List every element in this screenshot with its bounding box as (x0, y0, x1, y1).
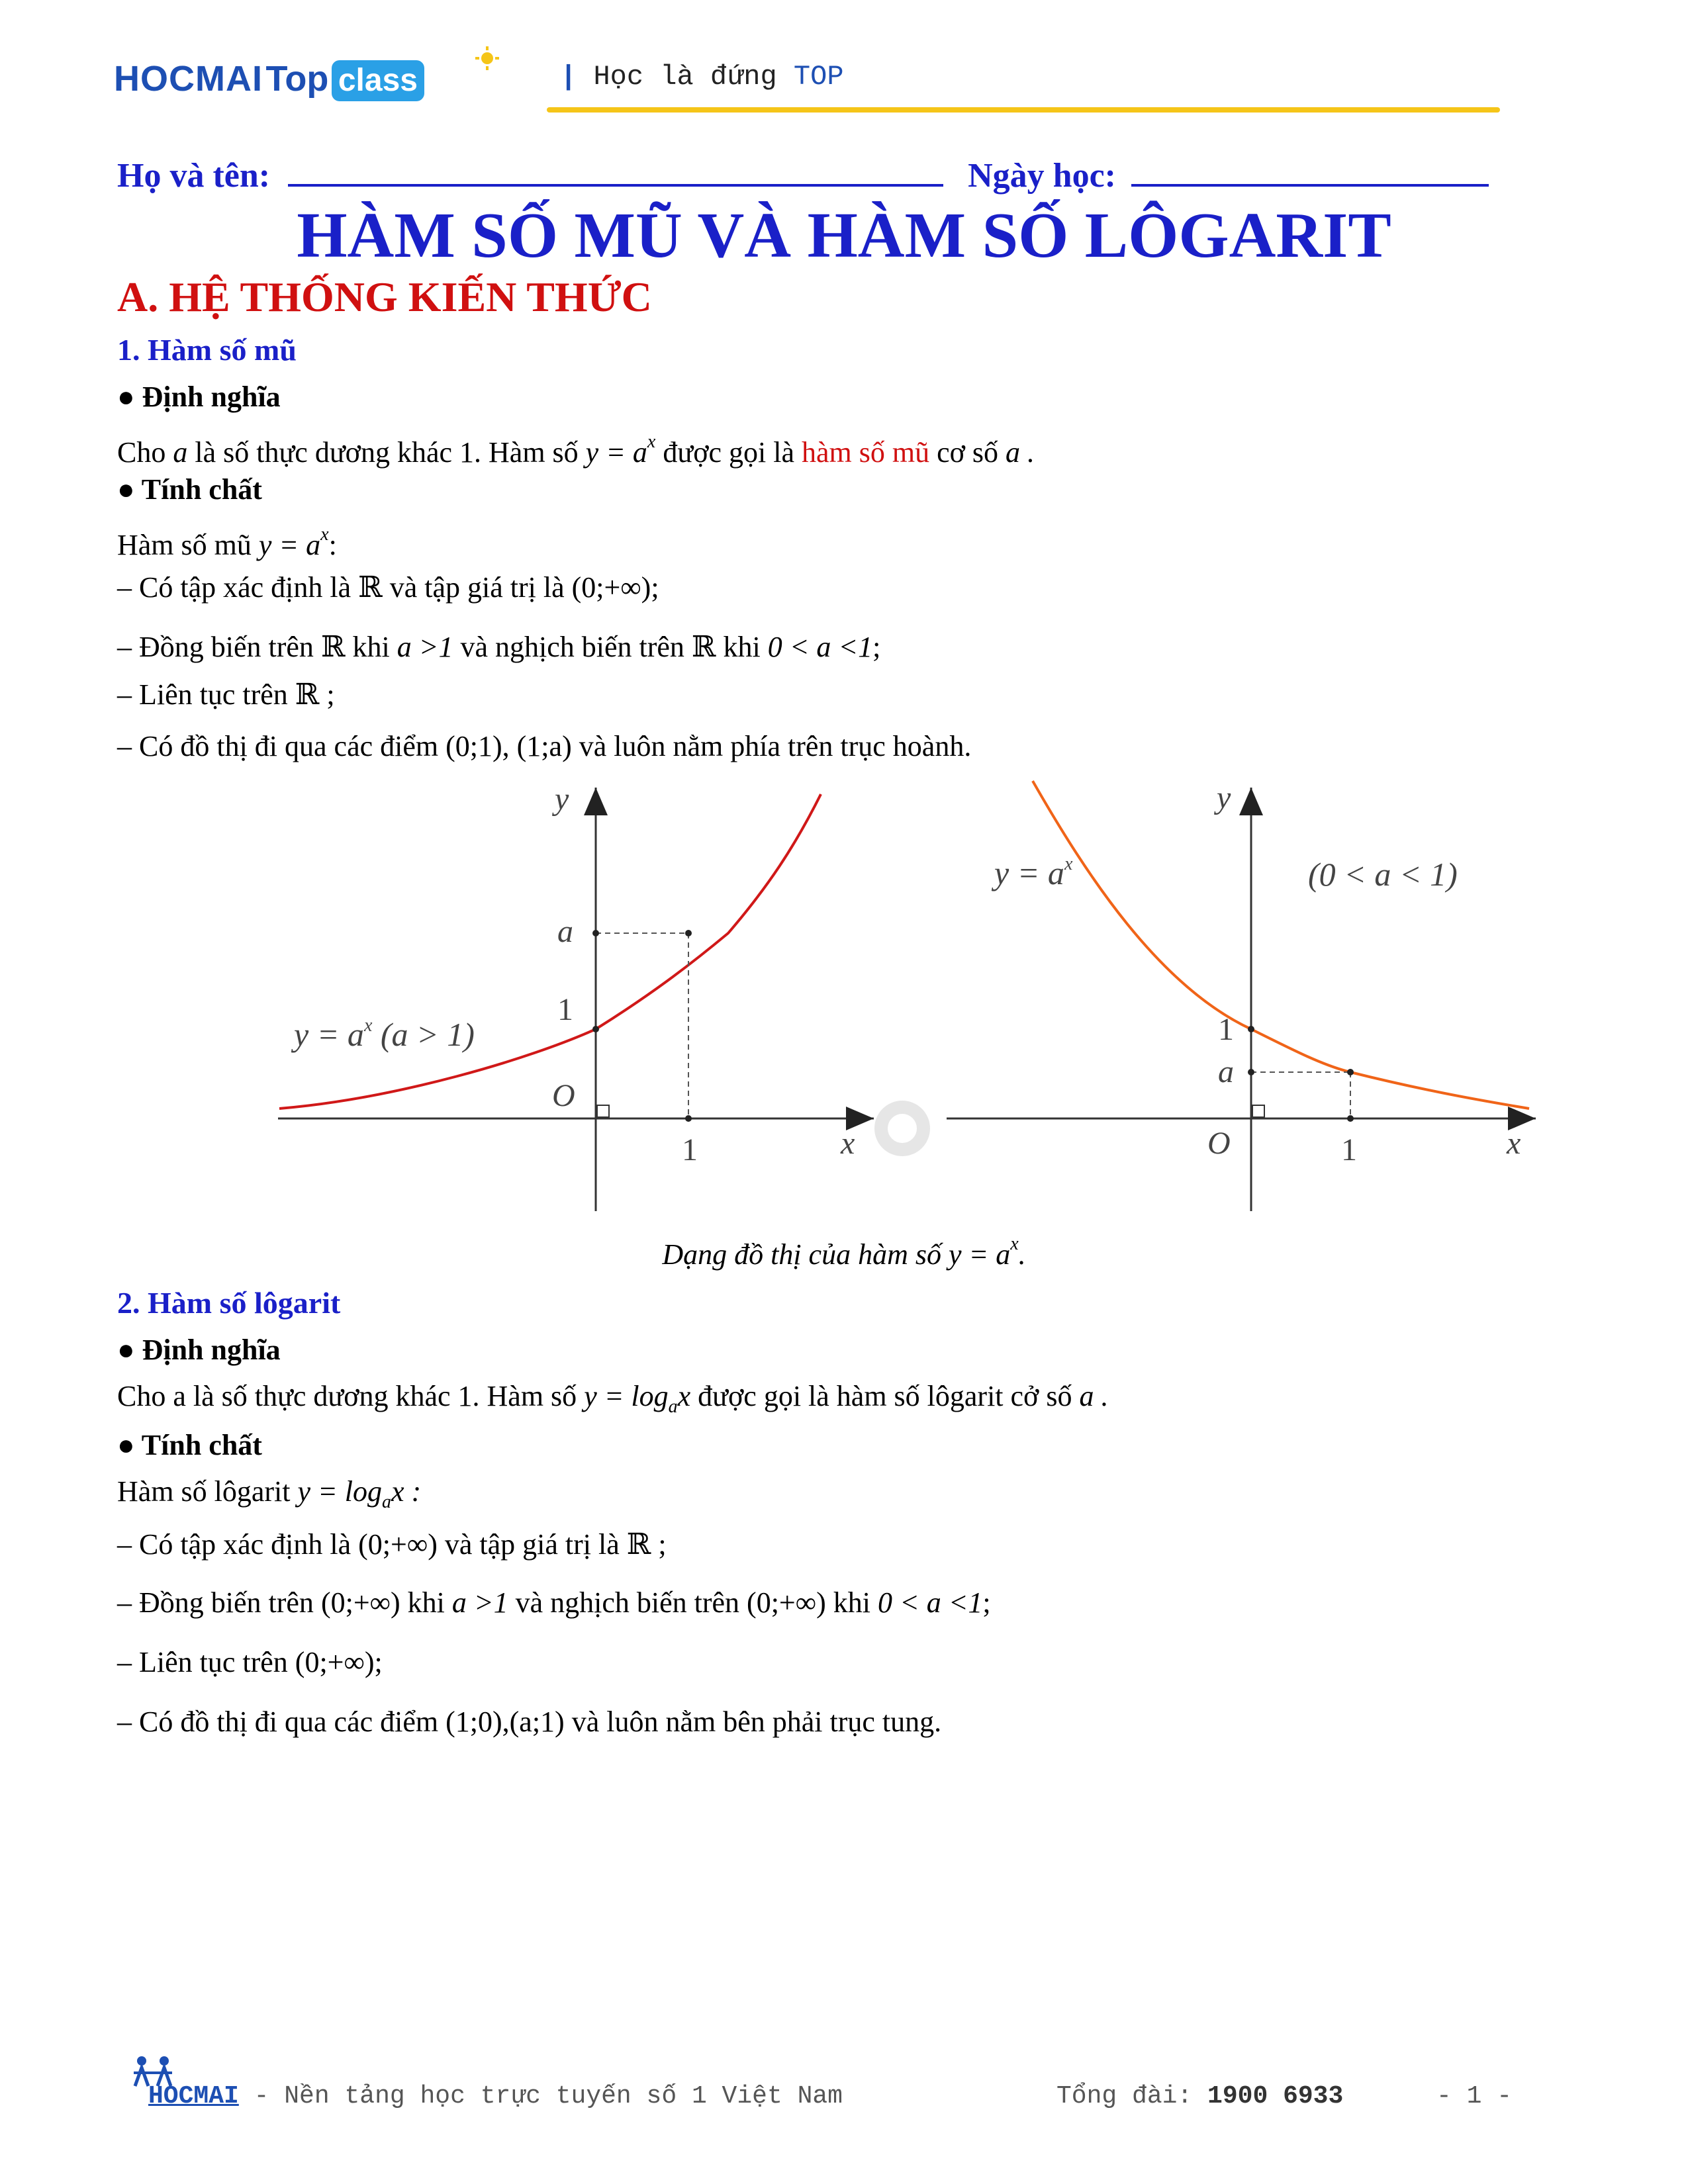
graph-left-y-label: y (555, 782, 569, 817)
right-angle-mark (1252, 1105, 1264, 1117)
log-prop-3 (117, 1644, 383, 1681)
graph-left-one-x: 1 (682, 1132, 698, 1167)
exp-def-red: hàm số mũ (801, 436, 930, 469)
graph-left-origin: O (552, 1078, 575, 1113)
log-def-x: x (677, 1380, 691, 1412)
log-prop-formula: y = log (297, 1475, 382, 1508)
exp-prop-3 (117, 676, 335, 713)
footer-hotline (1056, 2082, 1343, 2111)
log-p2-cond-2: 0 < a <1 (878, 1586, 983, 1619)
point-one (592, 1026, 599, 1032)
slogan-bar: | (560, 61, 577, 93)
graph-exp-decreasing (940, 774, 1549, 1224)
exp-prop-4 (117, 728, 971, 765)
tick-one-x (685, 1115, 692, 1122)
graph-left-cond: (a > 1) (380, 1016, 475, 1053)
exp-def-line (117, 424, 1035, 471)
graph-right-origin: O (1207, 1126, 1231, 1161)
log-prop-heading: ● Tính chất (117, 1429, 262, 1461)
exp-p4-text-b: và luôn nằm phía trên trục hoành. (579, 730, 972, 762)
exp-p2-cond-2: 0 < a <1 (767, 631, 873, 663)
exp-p2-cond-1: a >1 (397, 631, 453, 663)
exp-p3-end: ; (326, 678, 335, 711)
exp-p1-interval: (0;+∞) (571, 571, 651, 604)
watermark-ring-icon (872, 1099, 932, 1158)
log-prop-4 (117, 1704, 941, 1741)
log-def-line (117, 1378, 1108, 1426)
point-a (685, 930, 692, 936)
logo-class-badge: class (332, 60, 424, 101)
exp-prop-formula: y = a (258, 529, 321, 561)
graph-left-sup: x (363, 1015, 373, 1036)
log-def-sub: a (668, 1396, 678, 1417)
log-prop-sub: a (381, 1492, 391, 1512)
exp-prop-sup: x (320, 524, 329, 545)
exp-p2-text-a: – Đồng biến trên (117, 631, 314, 663)
graph-exp-increasing (265, 774, 887, 1224)
log-p2-cond-1: a >1 (451, 1586, 508, 1619)
exp-p4-point-2: (1;a) (516, 730, 572, 762)
graph-left-one-y: 1 (557, 992, 573, 1027)
graph-left-curve-label (294, 1015, 475, 1054)
graph-right-one-x: 1 (1341, 1132, 1357, 1167)
header-slogan (560, 61, 844, 93)
log-def-formula: y = log (584, 1380, 669, 1412)
footer-tagline: - Nền tảng học trực tuyến số 1 Việt Nam (254, 2082, 843, 2111)
log-def-text-2: được gọi là hàm số lôgarit cở số (698, 1380, 1072, 1412)
graph-right-one-y: 1 (1218, 1012, 1234, 1047)
page-title: HÀM SỐ MŨ VÀ HÀM SỐ LÔGARIT (297, 200, 1391, 271)
exp-p4-point-1: (0;1) (445, 730, 502, 762)
logo-hocmai-text: HOCMAI (114, 59, 263, 99)
log-p1-text-a: – Có tập xác định là (117, 1528, 352, 1561)
log-def-end: a . (1079, 1380, 1109, 1412)
exp-def-text-1: Cho (117, 436, 166, 469)
log-p2-text-b: khi (407, 1586, 445, 1619)
log-p4-text-a: – Có đồ thị đi qua các điểm (117, 1706, 439, 1738)
exp-prop-colon: : (328, 529, 337, 561)
name-blank[interactable] (288, 158, 943, 187)
slogan-top: TOP (793, 61, 844, 93)
brand-logo (114, 58, 424, 105)
log-p2-interval-1: (0;+∞) (320, 1586, 400, 1619)
log-heading: 2. Hàm số lôgarit (117, 1286, 341, 1320)
log-prop-1 (117, 1526, 667, 1563)
exp-def-a: a (173, 436, 188, 469)
logo-sun-icon (474, 45, 500, 71)
exp-prop-intro (117, 516, 337, 564)
log-prop-x: x : (391, 1475, 422, 1508)
graph-right-curve-label (994, 854, 1072, 892)
log-p2-end: ; (982, 1586, 991, 1619)
exp-def-text-3: được gọi là (663, 436, 794, 469)
point-a (1347, 1069, 1354, 1075)
graph-left-x-label: x (841, 1126, 855, 1161)
graph-left-a-tick: a (557, 914, 573, 949)
exp-def-text-4: cơ số (937, 436, 998, 469)
slogan-text: Học là đứng (593, 61, 777, 93)
exp-def-heading: ● Định nghĩa (117, 381, 281, 413)
caption-text: Dạng đồ thị của hàm số (662, 1238, 941, 1271)
graph-right-a-tick: a (1218, 1054, 1234, 1089)
exp-p2-end: ; (872, 631, 881, 663)
footer-bar (148, 2082, 843, 2111)
exp-heading: 1. Hàm số mũ (117, 333, 297, 367)
graph-right-formula: y = a (994, 854, 1064, 891)
log-p1-text-b: và tập giá trị là (444, 1528, 620, 1561)
log-p1-interval: (0;+∞) (358, 1528, 438, 1561)
log-p4-points: (1;0),(a;1) (445, 1706, 565, 1738)
caption-formula: y = a (948, 1238, 1011, 1271)
graph-right-cond: (0 < a < 1) (1308, 856, 1458, 893)
log-prop-intro (117, 1473, 421, 1521)
student-form-line (117, 156, 1489, 197)
graph-right-y-label: y (1217, 780, 1231, 815)
graph-right-sup: x (1064, 854, 1073, 874)
tick-a (1248, 1069, 1254, 1075)
exp-p1-text-a: – Có tập xác định là (117, 571, 352, 604)
date-blank[interactable] (1131, 158, 1489, 187)
log-p2-text-e: khi (833, 1586, 870, 1619)
log-def-heading: ● Định nghĩa (117, 1334, 281, 1366)
page-number: - 1 - (1436, 2082, 1513, 2111)
log-p3-text: – Liên tục trên (117, 1646, 288, 1678)
log-prop-intro-text: Hàm số lôgarit (117, 1475, 291, 1508)
log-prop-2 (117, 1584, 991, 1621)
graph-right-x-label: x (1507, 1126, 1521, 1161)
exp-def-formula: y = a (585, 436, 647, 469)
log-p2-text-d: và nghịch biến trên (515, 1586, 740, 1619)
hotline-label: Tổng đài: (1056, 2082, 1193, 2111)
exp-p1-end: ; (651, 571, 659, 604)
right-angle-mark (597, 1105, 609, 1117)
exp-p4-text-a: – Có đồ thị đi qua các điểm (117, 730, 439, 762)
log-p2-interval-2: (0;+∞) (747, 1586, 826, 1619)
exp-curve-decreasing (1033, 781, 1529, 1109)
hotline-number: 1900 6933 (1207, 2082, 1344, 2111)
point-one (1248, 1026, 1254, 1032)
reals-symbol: ℝ (626, 1527, 651, 1561)
caption-sup: x (1010, 1234, 1019, 1254)
exp-p1-text-b: và tập giá trị là (389, 571, 565, 604)
reals-symbol: ℝ (691, 630, 716, 664)
reals-symbol: ℝ (320, 630, 346, 664)
exp-prop-2 (117, 629, 880, 666)
exp-def-end: a . (1006, 436, 1035, 469)
tick-one-x (1347, 1115, 1354, 1122)
reals-symbol: ℝ (358, 570, 383, 604)
exp-prop-1 (117, 569, 659, 606)
exp-def-text-2: là số thực dương khác 1. Hàm số (195, 436, 579, 469)
tick-a (592, 930, 599, 936)
exp-p2-text-b: khi (352, 631, 390, 663)
log-p3-end: ; (374, 1646, 383, 1678)
header-accent-line (547, 107, 1500, 113)
graph-caption (0, 1234, 1688, 1271)
exp-curve-increasing (279, 794, 821, 1109)
exp-prop-intro-text: Hàm số mũ (117, 529, 252, 561)
log-p1-end: ; (658, 1528, 667, 1561)
log-p4-text-b: và luôn nằm bên phải trục tung. (571, 1706, 942, 1738)
exp-p3-text: – Liên tục trên (117, 678, 288, 711)
log-def-text-1: Cho a là số thực dương khác 1. Hàm số (117, 1380, 577, 1412)
exp-def-sup: x (647, 432, 656, 452)
logo-top-text: Top (265, 59, 329, 99)
graph-left-formula: y = a (294, 1016, 364, 1053)
reals-symbol: ℝ (295, 678, 320, 711)
footer-logo[interactable]: HOCMAI (148, 2082, 239, 2111)
exp-p2-text-d: và nghịch biến trên (460, 631, 684, 663)
exp-p4-comma: , (502, 730, 510, 762)
exp-prop-heading: ● Tính chất (117, 473, 262, 506)
caption-end: . (1018, 1238, 1026, 1271)
log-p3-interval: (0;+∞) (295, 1646, 375, 1678)
section-a-heading: A. HỆ THỐNG KIẾN THỨC (117, 273, 652, 320)
name-label: Họ và tên: (117, 157, 271, 195)
exp-p2-text-e: khi (723, 631, 761, 663)
date-label: Ngày học: (968, 157, 1116, 195)
log-p2-text-a: – Đồng biến trên (117, 1586, 314, 1619)
